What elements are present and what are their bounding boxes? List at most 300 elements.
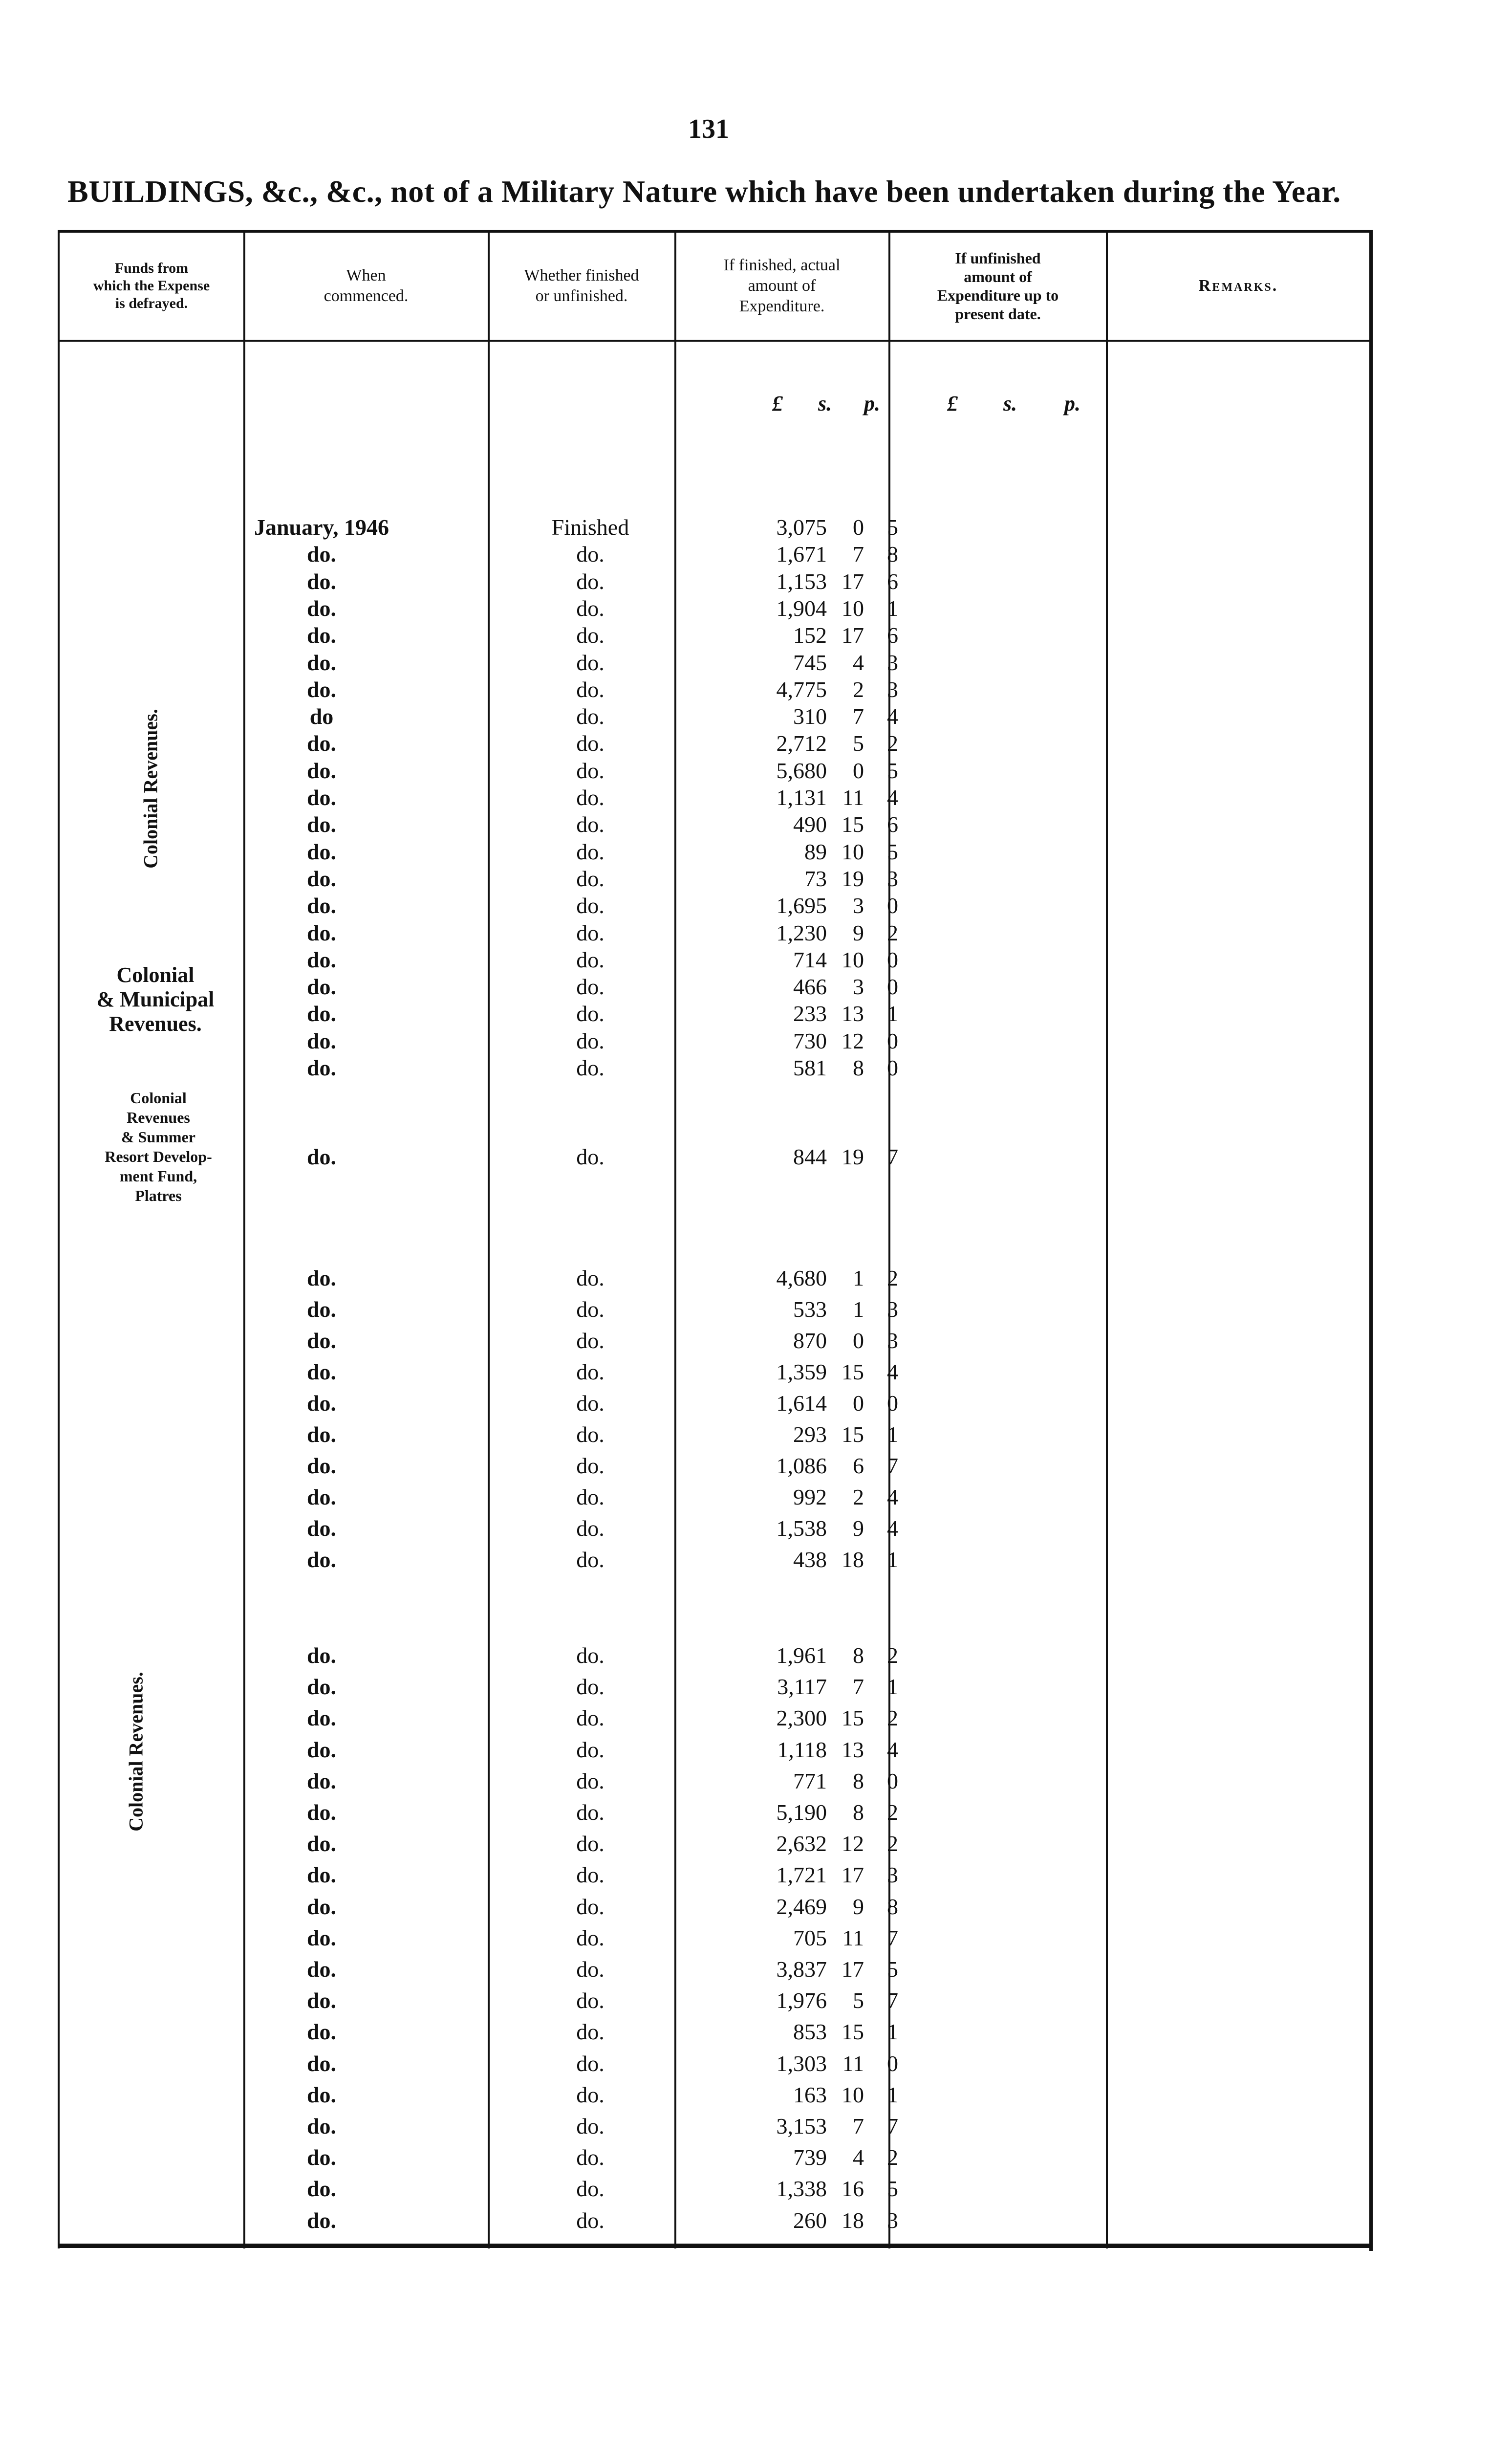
cell-pounds: 1,976 xyxy=(776,1988,827,2013)
cell-shillings: 5 xyxy=(853,1988,864,2013)
cell-shillings: 15 xyxy=(842,1359,864,1384)
table-rule-bottom xyxy=(58,2244,1373,2248)
cell-when-commenced: do. xyxy=(306,1705,337,1731)
cell-finished-status: do. xyxy=(576,2114,605,2138)
cell-pence: 4 xyxy=(887,1484,898,1509)
cell-when-commenced: do. xyxy=(306,2145,337,2170)
cell-pounds: 89 xyxy=(804,839,827,864)
cell-pounds: 1,721 xyxy=(776,1862,827,1888)
unit-pence: p. xyxy=(864,392,880,415)
cell-pounds: 163 xyxy=(793,2082,827,2107)
cell-pounds: 714 xyxy=(793,947,827,972)
cell-pence: 2 xyxy=(887,920,898,945)
cell-pounds: 2,632 xyxy=(776,1831,827,1856)
cell-shillings: 19 xyxy=(842,866,864,891)
cell-pence: 3 xyxy=(887,650,898,675)
cell-pence: 1 xyxy=(887,595,898,621)
cell-finished-status: do. xyxy=(576,1988,605,2013)
cell-shillings: 18 xyxy=(842,1547,864,1572)
table-row xyxy=(58,1390,1377,1417)
cell-when-commenced: do. xyxy=(306,1957,337,1982)
unit-shilling: s. xyxy=(818,392,832,415)
cell-when-commenced: do. xyxy=(306,1328,337,1353)
cell-pence: 3 xyxy=(887,1297,898,1322)
table-row xyxy=(58,1642,1377,1669)
cell-pounds: 3,153 xyxy=(776,2114,827,2138)
cell-when-commenced: do. xyxy=(306,1297,337,1322)
page-title: BUILDINGS, &c., &c., not of a Military Nature which have been undertaken during the Year. xyxy=(67,174,1341,209)
cell-finished-status: do. xyxy=(576,595,605,621)
cell-pence: 1 xyxy=(887,1547,898,1572)
cell-pounds: 466 xyxy=(793,974,827,1000)
cell-when-commenced: do. xyxy=(306,1862,337,1888)
cell-pence: 8 xyxy=(887,1894,898,1919)
cell-finished-status: do. xyxy=(576,1768,605,1793)
cell-shillings: 0 xyxy=(853,1328,864,1353)
cell-pounds: 3,117 xyxy=(777,1674,827,1700)
cell-shillings: 10 xyxy=(842,2082,864,2107)
cell-pence: 7 xyxy=(887,1144,898,1169)
table-row xyxy=(58,1296,1377,1323)
page-number: 131 xyxy=(688,114,729,144)
cell-pounds: 1,131 xyxy=(776,785,827,810)
cell-finished-status: do. xyxy=(576,1737,605,1762)
cell-finished-status: do. xyxy=(576,2176,605,2202)
cell-pounds: 310 xyxy=(793,704,827,729)
cell-when-commenced: do. xyxy=(306,1422,337,1447)
cell-pounds: 438 xyxy=(793,1547,827,1572)
cell-pounds: 1,904 xyxy=(776,595,827,621)
table-row xyxy=(58,2051,1377,2077)
cell-pence: 0 xyxy=(887,1028,898,1053)
cell-pounds: 4,680 xyxy=(776,1266,827,1290)
cell-shillings: 8 xyxy=(853,1643,864,1668)
table-row xyxy=(58,893,1377,919)
table-row xyxy=(58,2019,1377,2045)
cell-pence: 2 xyxy=(887,731,898,756)
cell-when-commenced: do. xyxy=(306,2082,337,2107)
cell-when-commenced: do. xyxy=(306,1800,337,1825)
cell-pence: 3 xyxy=(887,866,898,891)
cell-finished-status: do. xyxy=(576,1028,605,1053)
cell-when-commenced: do. xyxy=(306,1547,337,1572)
table-row xyxy=(58,1987,1377,2014)
cell-when-commenced: do. xyxy=(306,650,337,675)
cell-shillings: 2 xyxy=(853,1484,864,1509)
cell-finished-status: do. xyxy=(576,2145,605,2170)
cell-when-commenced: do. xyxy=(306,893,337,918)
cell-shillings: 15 xyxy=(842,812,864,837)
cell-shillings: 17 xyxy=(842,568,864,594)
cell-when-commenced: do. xyxy=(306,2019,337,2045)
cell-when-commenced: do. xyxy=(306,623,337,648)
table-row xyxy=(58,1768,1377,1794)
cell-pence: 2 xyxy=(887,1800,898,1825)
table-row xyxy=(58,1453,1377,1479)
cell-pence: 3 xyxy=(887,1328,898,1353)
unit-pound: £ xyxy=(772,392,783,415)
cell-finished-status: do. xyxy=(576,1674,605,1700)
cell-shillings: 0 xyxy=(853,515,864,540)
cell-pounds: 1,230 xyxy=(776,920,827,945)
cell-shillings: 9 xyxy=(853,1894,864,1919)
cell-pence: 3 xyxy=(887,2207,898,2233)
cell-pounds: 1,614 xyxy=(776,1391,827,1416)
cell-shillings: 15 xyxy=(842,1422,864,1447)
cell-when-commenced: do. xyxy=(306,1055,337,1080)
cell-pounds: 1,671 xyxy=(776,542,827,567)
cell-finished-status: do. xyxy=(576,1925,605,1950)
cell-when-commenced: do. xyxy=(306,731,337,756)
cell-pounds: 745 xyxy=(793,650,827,675)
cell-finished-status: do. xyxy=(576,812,605,837)
cell-pence: 7 xyxy=(887,1925,898,1950)
cell-shillings: 12 xyxy=(842,1831,864,1856)
cell-pence: 1 xyxy=(887,1674,898,1700)
cell-pounds: 853 xyxy=(793,2019,827,2045)
cell-shillings: 9 xyxy=(853,1516,864,1541)
cell-pounds: 1,118 xyxy=(777,1737,827,1762)
fund-colonial-revenues: Colonial Revenues. xyxy=(139,709,162,869)
header-when: When commenced. xyxy=(324,266,409,305)
cell-pence: 2 xyxy=(887,1643,898,1668)
cell-pounds: 771 xyxy=(793,1768,827,1793)
cell-finished-status: do. xyxy=(576,1516,605,1541)
table-row xyxy=(58,650,1377,676)
cell-finished-status: do. xyxy=(576,1297,605,1322)
cell-when-commenced: do. xyxy=(306,1894,337,1919)
header-finished: Whether finished or unfinished. xyxy=(524,266,639,305)
cell-pounds: 4,775 xyxy=(776,676,827,702)
fund-colonial-revenues: Colonial Revenues. xyxy=(125,1672,147,1832)
cell-when-commenced: do. xyxy=(306,568,337,594)
cell-finished-status: do. xyxy=(576,731,605,756)
cell-finished-status: do. xyxy=(576,920,605,945)
cell-shillings: 3 xyxy=(853,974,864,1000)
cell-shillings: 17 xyxy=(842,1862,864,1888)
table-row xyxy=(58,1705,1377,1731)
cell-pounds: 581 xyxy=(793,1055,827,1080)
cell-when-commenced: do. xyxy=(306,839,337,864)
cell-pence: 4 xyxy=(887,1516,898,1541)
cell-shillings: 2 xyxy=(853,676,864,702)
cell-finished-status: do. xyxy=(576,1800,605,1825)
cell-finished-status: do. xyxy=(576,650,605,675)
cell-when-commenced: do. xyxy=(306,1674,337,1700)
cell-pounds: 1,359 xyxy=(776,1359,827,1384)
cell-pounds: 844 xyxy=(793,1144,827,1169)
cell-finished-status: do. xyxy=(576,947,605,972)
cell-pounds: 739 xyxy=(793,2145,827,2170)
cell-when-commenced: do. xyxy=(306,2051,337,2076)
table-row xyxy=(58,1799,1377,1826)
cell-finished-status: do. xyxy=(576,704,605,729)
cell-shillings: 15 xyxy=(842,2019,864,2045)
cell-finished-status: do. xyxy=(576,2019,605,2045)
cell-finished-status: do. xyxy=(576,542,605,567)
cell-pounds: 1,086 xyxy=(776,1453,827,1478)
table-row xyxy=(58,1265,1377,1291)
fund-colonial-municipal: Colonial & Municipal Revenues. xyxy=(96,963,215,1036)
cell-pence: 5 xyxy=(887,839,898,864)
cell-finished-status: do. xyxy=(576,1894,605,1919)
cell-pence: 8 xyxy=(887,542,898,567)
table-row xyxy=(58,676,1377,703)
table-row xyxy=(58,811,1377,838)
cell-pence: 0 xyxy=(887,2051,898,2076)
cell-shillings: 3 xyxy=(853,893,864,918)
cell-pence: 2 xyxy=(887,2145,898,2170)
cell-pence: 0 xyxy=(887,974,898,1000)
cell-finished-status: do. xyxy=(576,1422,605,1447)
cell-when-commenced: do. xyxy=(306,974,337,1000)
cell-finished-status: do. xyxy=(576,568,605,594)
cell-when-commenced: do. xyxy=(306,1988,337,2013)
cell-pounds: 992 xyxy=(793,1484,827,1509)
cell-finished-status: do. xyxy=(576,1055,605,1080)
table-row xyxy=(58,1001,1377,1027)
cell-pounds: 5,680 xyxy=(776,758,827,783)
table-row xyxy=(58,2144,1377,2171)
cell-pence: 4 xyxy=(887,1737,898,1762)
cell-pence: 1 xyxy=(887,2082,898,2107)
cell-pounds: 260 xyxy=(793,2207,827,2233)
cell-shillings: 4 xyxy=(853,2145,864,2170)
cell-pounds: 233 xyxy=(793,1001,827,1026)
cell-when-commenced: do. xyxy=(306,947,337,972)
cell-shillings: 10 xyxy=(842,595,864,621)
table-row xyxy=(58,622,1377,649)
table-row xyxy=(58,1028,1377,1054)
cell-finished-status: do. xyxy=(576,1144,605,1169)
cell-shillings: 7 xyxy=(853,542,864,567)
cell-shillings: 1 xyxy=(853,1266,864,1290)
cell-pence: 5 xyxy=(887,758,898,783)
cell-when-commenced: do. xyxy=(306,866,337,891)
cell-pounds: 152 xyxy=(793,623,827,648)
cell-finished-status: do. xyxy=(576,1957,605,1982)
cell-shillings: 17 xyxy=(842,1957,864,1982)
cell-pounds: 2,469 xyxy=(776,1894,827,1919)
cell-when-commenced: do. xyxy=(306,1737,337,1762)
cell-shillings: 5 xyxy=(853,731,864,756)
cell-shillings: 11 xyxy=(842,785,864,810)
cell-finished-status: do. xyxy=(576,1391,605,1416)
cell-pence: 7 xyxy=(887,2114,898,2138)
cell-when-commenced: do. xyxy=(306,2114,337,2138)
cell-when-commenced: do. xyxy=(306,595,337,621)
cell-pence: 2 xyxy=(887,1831,898,1856)
cell-pence: 5 xyxy=(887,515,898,540)
table-row xyxy=(58,703,1377,730)
table-row xyxy=(58,1956,1377,1983)
unit-shilling: s. xyxy=(1003,392,1017,415)
table-row xyxy=(58,1421,1377,1448)
cell-shillings: 0 xyxy=(853,758,864,783)
table-row xyxy=(58,866,1377,892)
cell-shillings: 18 xyxy=(842,2207,864,2233)
cell-when-commenced: do. xyxy=(306,2207,337,2233)
cell-when-commenced: do. xyxy=(306,1768,337,1793)
cell-finished-status: do. xyxy=(576,1453,605,1478)
cell-shillings: 13 xyxy=(842,1001,864,1026)
table-row xyxy=(58,541,1377,567)
cell-finished-status: do. xyxy=(576,1266,605,1290)
cell-pounds: 3,837 xyxy=(776,1957,827,1982)
cell-when-commenced: do. xyxy=(306,785,337,810)
table-row xyxy=(58,1674,1377,1700)
cell-shillings: 12 xyxy=(842,1028,864,1053)
cell-shillings: 15 xyxy=(842,1705,864,1731)
cell-pounds: 1,303 xyxy=(776,2051,827,2076)
cell-finished-status: do. xyxy=(576,1359,605,1384)
cell-pence: 6 xyxy=(887,568,898,594)
cell-when-commenced: do. xyxy=(306,920,337,945)
cell-shillings: 7 xyxy=(853,1674,864,1700)
table-row xyxy=(58,1144,1377,1170)
cell-shillings: 8 xyxy=(853,1768,864,1793)
cell-when-commenced: do. xyxy=(306,1001,337,1026)
cell-shillings: 10 xyxy=(842,947,864,972)
cell-shillings: 4 xyxy=(853,650,864,675)
cell-pence: 2 xyxy=(887,1705,898,1731)
cell-finished-status: do. xyxy=(576,1643,605,1668)
cell-shillings: 11 xyxy=(842,1925,864,1950)
table-row xyxy=(58,1737,1377,1763)
cell-pence: 0 xyxy=(887,947,898,972)
cell-finished-status: do. xyxy=(576,1862,605,1888)
table-rule-top xyxy=(58,230,1372,233)
cell-pence: 5 xyxy=(887,1957,898,1982)
header-actual: If finished, actual amount of Expenditure. xyxy=(723,256,841,315)
table-row xyxy=(58,1484,1377,1510)
cell-pence: 5 xyxy=(887,2176,898,2202)
cell-shillings: 11 xyxy=(842,2051,864,2076)
cell-pounds: 730 xyxy=(793,1028,827,1053)
cell-pounds: 73 xyxy=(804,866,827,891)
cell-pence: 3 xyxy=(887,1862,898,1888)
cell-finished-status: do. xyxy=(576,1484,605,1509)
header-unfinished: If unfinished amount of Expenditure up to present date. xyxy=(937,249,1059,323)
cell-pence: 0 xyxy=(887,1055,898,1080)
unit-pence: p. xyxy=(1064,392,1080,415)
cell-pounds: 2,712 xyxy=(776,731,827,756)
cell-shillings: 7 xyxy=(853,704,864,729)
cell-when-commenced: do. xyxy=(306,1925,337,1950)
cell-when-commenced: do. xyxy=(306,676,337,702)
header-rule xyxy=(58,340,1372,342)
cell-finished-status: do. xyxy=(576,1705,605,1731)
cell-pounds: 5,190 xyxy=(776,1800,827,1825)
cell-pence: 1 xyxy=(887,2019,898,2045)
table-row xyxy=(58,758,1377,784)
table-row xyxy=(58,2082,1377,2108)
table-row xyxy=(58,1925,1377,1951)
table-row xyxy=(58,947,1377,973)
cell-pence: 0 xyxy=(887,1768,898,1793)
cell-when-commenced: do. xyxy=(306,1831,337,1856)
cell-finished-status: do. xyxy=(576,676,605,702)
cell-when-commenced: do. xyxy=(306,1453,337,1478)
table-row xyxy=(58,1547,1377,1573)
cell-shillings: 8 xyxy=(853,1800,864,1825)
cell-shillings: 8 xyxy=(853,1055,864,1080)
table-row xyxy=(58,1862,1377,1888)
table-row xyxy=(58,1055,1377,1081)
cell-finished-status: do. xyxy=(576,1547,605,1572)
cell-pence: 0 xyxy=(887,1391,898,1416)
cell-pence: 2 xyxy=(887,1266,898,1290)
table-row xyxy=(58,595,1377,622)
cell-finished-status: do. xyxy=(576,758,605,783)
cell-when-commenced: do. xyxy=(306,1643,337,1668)
cell-finished-status: do. xyxy=(576,866,605,891)
expenditure-table xyxy=(58,230,1377,2258)
cell-finished-status: do. xyxy=(576,1328,605,1353)
fund-summer-resort: Colonial Revenues & Summer Resort Develop- ment Fund, Platres xyxy=(105,1089,212,1204)
units-row xyxy=(58,391,1372,420)
cell-finished-status: do. xyxy=(576,785,605,810)
cell-pounds: 293 xyxy=(793,1422,827,1447)
cell-pounds: 1,538 xyxy=(776,1516,827,1541)
cell-pence: 1 xyxy=(887,1422,898,1447)
table-row xyxy=(58,514,1377,541)
cell-finished-status: do. xyxy=(576,2082,605,2107)
cell-shillings: 6 xyxy=(853,1453,864,1478)
cell-pounds: 1,338 xyxy=(776,2176,827,2202)
cell-pence: 1 xyxy=(887,1001,898,1026)
table-row xyxy=(58,568,1377,595)
table-row xyxy=(58,920,1377,946)
table-row xyxy=(58,974,1377,1000)
cell-when-commenced: do. xyxy=(306,812,337,837)
cell-shillings: 9 xyxy=(853,920,864,945)
cell-finished-status: Finished xyxy=(551,515,629,540)
cell-shillings: 7 xyxy=(853,2114,864,2138)
table-row xyxy=(58,2113,1377,2139)
cell-when-commenced: do. xyxy=(306,1144,337,1169)
cell-pence: 4 xyxy=(887,704,898,729)
table-row xyxy=(58,730,1377,757)
cell-shillings: 1 xyxy=(853,1297,864,1322)
cell-pounds: 1,961 xyxy=(776,1643,827,1668)
cell-when-commenced: do. xyxy=(306,1391,337,1416)
cell-finished-status: do. xyxy=(576,974,605,1000)
cell-pence: 6 xyxy=(887,623,898,648)
cell-pence: 7 xyxy=(887,1453,898,1478)
cell-when-commenced: do. xyxy=(306,1516,337,1541)
cell-pounds: 533 xyxy=(793,1297,827,1322)
cell-shillings: 17 xyxy=(842,623,864,648)
cell-pounds: 1,695 xyxy=(776,893,827,918)
table-row xyxy=(58,785,1377,811)
header-funds: Funds from which the Expense is defrayed. xyxy=(93,260,210,311)
table-row xyxy=(58,1515,1377,1542)
cell-finished-status: do. xyxy=(576,893,605,918)
cell-shillings: 13 xyxy=(842,1737,864,1762)
cell-pence: 0 xyxy=(887,893,898,918)
cell-pounds: 705 xyxy=(793,1925,827,1950)
cell-pounds: 490 xyxy=(793,812,827,837)
table-row xyxy=(58,2207,1377,2234)
cell-pence: 4 xyxy=(887,1359,898,1384)
cell-when-commenced: do. xyxy=(306,2176,337,2202)
cell-finished-status: do. xyxy=(576,839,605,864)
cell-shillings: 16 xyxy=(842,2176,864,2202)
cell-when-commenced: do. xyxy=(306,1266,337,1290)
header-remarks: Remarks. xyxy=(1198,277,1278,295)
cell-when-commenced: do. xyxy=(306,1028,337,1053)
